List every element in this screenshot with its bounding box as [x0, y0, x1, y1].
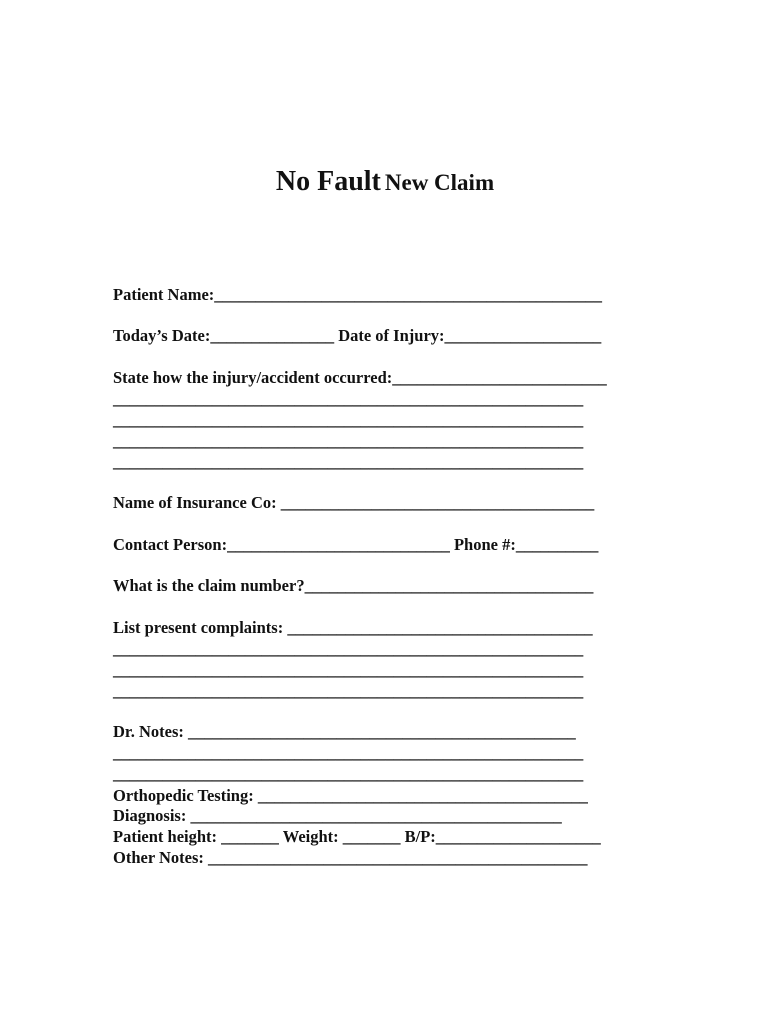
- dates-field[interactable]: Today’s Date:_______________ Date of Injury:___________________: [113, 326, 602, 345]
- orthopedic-testing-field[interactable]: Orthopedic Testing: ________________________________________: [113, 786, 588, 805]
- patient-name-field[interactable]: Patient Name:_______________________________________________: [113, 285, 603, 304]
- injury-description-line[interactable]: _________________________________________________________: [113, 452, 584, 471]
- title-rest: New Claim: [384, 170, 495, 195]
- dr-notes-line[interactable]: _________________________________________________________: [113, 764, 584, 783]
- dr-notes-field[interactable]: Dr. Notes: _______________________________________________: [113, 722, 576, 741]
- insurance-company-field[interactable]: Name of Insurance Co: ______________________________________: [113, 493, 595, 512]
- complaints-field[interactable]: List present complaints: _____________________________________: [113, 618, 593, 637]
- complaints-line[interactable]: _________________________________________________________: [113, 660, 584, 679]
- injury-description-line[interactable]: _________________________________________________________: [113, 431, 584, 450]
- dr-notes-line[interactable]: _________________________________________________________: [113, 743, 584, 762]
- title-main: No Fault: [275, 166, 381, 197]
- form-title: [0, 166, 770, 198]
- injury-description-line[interactable]: _________________________________________________________: [113, 389, 584, 408]
- complaints-line[interactable]: _________________________________________________________: [113, 681, 584, 700]
- injury-description-field[interactable]: State how the injury/accident occurred:__________________________: [113, 368, 607, 387]
- other-notes-field[interactable]: Other Notes: ______________________________________________: [113, 848, 588, 867]
- complaints-line[interactable]: _________________________________________________________: [113, 639, 584, 658]
- injury-description-line[interactable]: _________________________________________________________: [113, 410, 584, 429]
- diagnosis-field[interactable]: Diagnosis: _____________________________________________: [113, 806, 562, 825]
- claim-number-field[interactable]: What is the claim number?___________________________________: [113, 576, 594, 595]
- height-weight-bp-field[interactable]: Patient height: _______ Weight: _______ B/P:____________________: [113, 827, 601, 846]
- contact-phone-field[interactable]: Contact Person:___________________________ Phone #:__________: [113, 535, 599, 554]
